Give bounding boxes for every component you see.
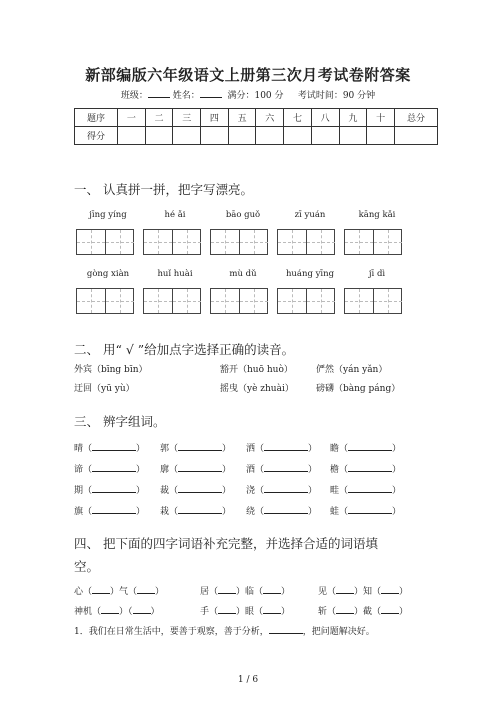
writing-grid[interactable] [76, 288, 134, 314]
word-blank[interactable] [178, 504, 222, 514]
reading-option[interactable]: 摇曳（yè zhuài） [220, 384, 294, 394]
section2-heading: 二、 用“ √ ”给加点字选择正确的读音。 [74, 342, 295, 357]
score-header-cell: 九 [339, 109, 367, 127]
score-cell[interactable] [367, 127, 395, 145]
idiom-text: 心（ [74, 587, 93, 597]
class-label: 班级： [120, 91, 148, 101]
word-blank[interactable] [178, 441, 222, 451]
score-cell[interactable] [145, 127, 173, 145]
idiom-text: ）眼（ [236, 607, 264, 617]
idiom-blank[interactable] [263, 604, 281, 614]
word-char: 绕 [246, 507, 256, 517]
word-char: 洒 [246, 444, 256, 454]
idiom-text: ）截（ [354, 607, 382, 617]
score-cell[interactable] [256, 127, 284, 145]
word-blank[interactable] [92, 462, 136, 472]
reading-option[interactable]: 迂回（yū yù） [74, 384, 135, 394]
score-row-label: 得分 [75, 127, 118, 145]
reading-option[interactable]: 豁开（huō huò） [220, 365, 293, 375]
section4-heading-line1: 四、 把下面的四字词语补充完整，并选择合适的词语填 [74, 536, 378, 551]
pinyin-label: bāo guǒ [225, 210, 261, 220]
idiom-text: 手（ [200, 607, 219, 617]
word-char: 谛 [74, 465, 84, 475]
pinyin-label: huǐ huài [157, 269, 193, 279]
word-char: 畦 [330, 486, 340, 496]
question-1 [74, 624, 375, 637]
writing-grid[interactable] [210, 288, 268, 314]
word-blank[interactable] [264, 462, 308, 472]
word-char: 栽 [160, 507, 170, 517]
idiom-text: ） [155, 587, 165, 597]
idiom-blank[interactable] [263, 584, 281, 594]
score-table [74, 108, 438, 145]
writing-grid[interactable] [143, 229, 201, 255]
word-char: 裁 [160, 486, 170, 496]
idiom-text: ）气（ [110, 587, 138, 597]
writing-grid[interactable] [344, 288, 402, 314]
score-cell[interactable] [118, 127, 146, 145]
word-blank[interactable] [348, 504, 392, 514]
reading-option[interactable]: 外宾（bīng bīn） [74, 365, 148, 375]
idiom-blank[interactable] [218, 584, 236, 594]
section3-heading: 三、 辨字组词。 [74, 414, 166, 429]
pinyin-label: hé ǎi [164, 210, 186, 220]
word-blank[interactable] [264, 483, 308, 493]
pinyin-label: zī yuán [294, 210, 326, 220]
idiom-text: ） [150, 607, 160, 617]
word-blank[interactable] [348, 462, 392, 472]
score-header-cell: 七 [284, 109, 312, 127]
idiom-text: ） [281, 607, 291, 617]
word-char: 晴 [74, 444, 84, 454]
section4-heading-line2: 空。 [74, 559, 100, 574]
score-header-cell: 一 [118, 109, 146, 127]
score-header-cell: 二 [145, 109, 173, 127]
pinyin-label: jī dì [368, 269, 386, 279]
score-cell[interactable] [339, 127, 367, 145]
pinyin-label: huáng yīng [285, 269, 335, 279]
idiom-blank[interactable] [101, 604, 119, 614]
writing-grid[interactable] [210, 229, 268, 255]
writing-grid[interactable] [143, 288, 201, 314]
idiom-text: 居（ [200, 587, 219, 597]
word-char: 浇 [246, 486, 256, 496]
word-char: 期 [74, 486, 84, 496]
word-blank[interactable] [178, 462, 222, 472]
score-header-cell: 题序 [75, 109, 118, 127]
word-char: 檐 [330, 465, 340, 475]
idiom-blank[interactable] [137, 584, 155, 594]
question-text: ，把问题解决好。 [302, 627, 375, 637]
score-value-row [75, 127, 438, 145]
score-header-cell: 十 [367, 109, 395, 127]
question-text: 1．我们在日常生活中，要善于观察，善于分析， [74, 627, 269, 637]
reading-option[interactable]: 磅礴（bàng páng） [316, 384, 401, 394]
exam-info [0, 88, 496, 101]
idiom-text: ） [399, 587, 409, 597]
word-char: 蛙 [330, 507, 340, 517]
idiom-blank[interactable] [336, 584, 354, 594]
name-blank[interactable] [200, 88, 222, 98]
idiom-blank[interactable] [381, 584, 399, 594]
word-char: 酒 [246, 465, 256, 475]
score-header-row [75, 109, 438, 127]
idiom-text: ）（ [119, 607, 133, 617]
word-blank[interactable] [348, 441, 392, 451]
idiom-text: ） [399, 607, 409, 617]
idiom-text: ）临（ [236, 587, 264, 597]
word-blank[interactable] [92, 504, 136, 514]
score-header-cell: 总分 [395, 109, 438, 127]
name-label: 姓名： [172, 91, 200, 101]
word-blank[interactable] [178, 483, 222, 493]
reading-option[interactable]: 俨然（yán yǎn） [316, 365, 388, 375]
word-char: 廓 [160, 465, 170, 475]
word-char: 瞻 [330, 444, 340, 454]
score-cell[interactable] [284, 127, 312, 145]
score-cell[interactable] [311, 127, 339, 145]
word-blank[interactable] [264, 504, 308, 514]
score-header-cell: 三 [173, 109, 201, 127]
word-char: 旗 [74, 507, 84, 517]
class-blank[interactable] [148, 88, 170, 98]
idiom-text: 见（ [318, 587, 337, 597]
pinyin-label: gòng xiàn [86, 269, 130, 279]
writing-grid[interactable] [277, 288, 335, 314]
score-cell[interactable] [395, 127, 438, 145]
pinyin-label: jīng yíng [89, 210, 127, 220]
score-label: 满分：100 分 [227, 91, 284, 101]
idiom-blank[interactable] [381, 604, 399, 614]
idiom-text: ）知（ [354, 587, 382, 597]
score-header-cell: 八 [311, 109, 339, 127]
word-blank[interactable] [348, 483, 392, 493]
writing-grid[interactable] [277, 229, 335, 255]
score-cell[interactable] [228, 127, 256, 145]
writing-grid[interactable] [76, 229, 134, 255]
idiom-blank[interactable] [336, 604, 354, 614]
score-header-cell: 六 [256, 109, 284, 127]
writing-grid[interactable] [344, 229, 402, 255]
score-header-cell: 五 [228, 109, 256, 127]
section1-heading: 一、 认真拼一拼，把字写漂亮。 [74, 182, 253, 197]
idiom-text: 神机（ [74, 607, 102, 617]
pinyin-label: mù dǔ [229, 269, 257, 279]
word-blank[interactable] [92, 441, 136, 451]
idiom-text: ） [281, 587, 291, 597]
time-label: 考试时间：90 分钟 [297, 91, 376, 101]
idiom-blank[interactable] [218, 604, 236, 614]
answer-blank[interactable] [269, 624, 303, 634]
idiom-blank[interactable] [92, 584, 110, 594]
word-char: 郭 [160, 444, 170, 454]
page-title: 新部编版六年级语文上册第三次月考试卷附答案 [85, 66, 411, 84]
word-blank[interactable] [92, 483, 136, 493]
score-header-cell: 四 [201, 109, 229, 127]
page-number: 1 / 6 [237, 675, 259, 685]
score-cell[interactable] [201, 127, 229, 145]
idiom-text: 斩（ [318, 607, 337, 617]
score-cell[interactable] [173, 127, 201, 145]
word-blank[interactable] [264, 441, 308, 451]
pinyin-label: kāng kǎi [358, 210, 396, 220]
idiom-blank[interactable] [133, 604, 151, 614]
